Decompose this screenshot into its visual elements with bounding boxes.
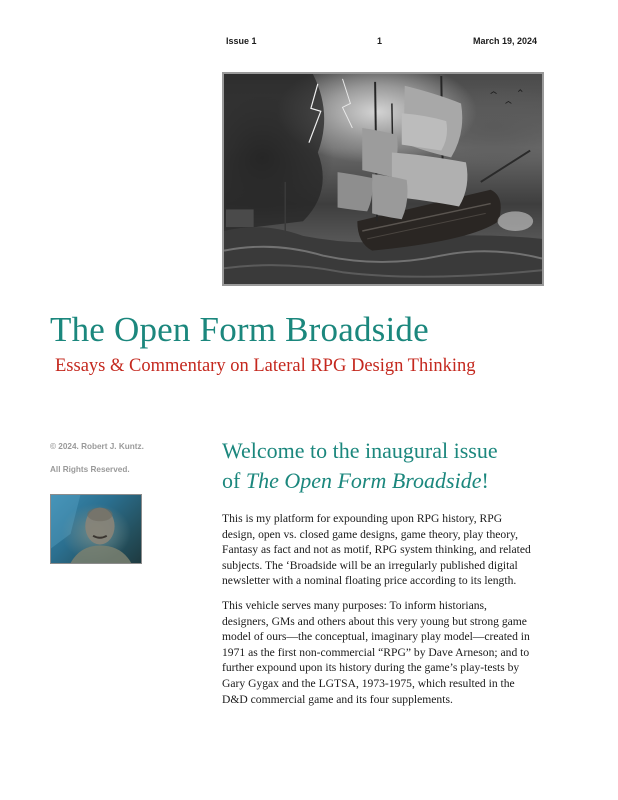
paragraph-line: Gary Gygax and the LGTSA, 1973-1975, which resulted in the <box>222 676 515 690</box>
heading-suffix: ! <box>481 468 489 493</box>
welcome-heading <box>222 436 542 496</box>
paragraph-line: Fantasy as fact and not as motif, RPG system thinking, and related <box>222 543 531 557</box>
article-heading <box>222 436 542 496</box>
paragraph-line: designers, GMs and others about this very young but strong game <box>222 614 527 628</box>
hero-ship-image <box>222 72 544 286</box>
author-portrait <box>50 494 142 564</box>
masthead-subtitle: Essays & Commentary on Lateral RPG Design Thinking <box>55 356 476 376</box>
page-header <box>0 36 618 50</box>
purpose-paragraph <box>222 598 542 707</box>
paragraph-line: further expound upon its history during the game’s play-tests by <box>222 661 520 675</box>
issue-date: March 19, 2024 <box>472 36 537 46</box>
heading-line-1: Welcome to the inaugural issue <box>222 438 498 463</box>
ship-illustration-icon <box>224 74 542 284</box>
heading-line-2 <box>222 466 542 496</box>
paragraph-line: This vehicle serves many purposes: To inform historians, <box>222 599 487 612</box>
heading-prefix: of <box>222 468 246 493</box>
paragraph-line: D&D commercial game and its four supplements. <box>222 692 453 706</box>
person-icon <box>51 495 141 563</box>
paragraph-line: subjects. The ‘Broadside will be an irregularly published digital <box>222 558 518 572</box>
copyright-notice: © 2024. Robert J. Kuntz. <box>50 442 144 451</box>
paragraph-line: 1971 as the first non-commercial “RPG” by Dave Arneson; and to <box>222 645 530 659</box>
page-number: 1 <box>377 36 383 46</box>
paragraph-line: This is my platform for expounding upon RPG history, RPG <box>222 512 503 525</box>
paragraph-line: design, open vs. closed game designs, game theory, play theory, <box>222 527 518 541</box>
issue-label: Issue 1 <box>226 36 257 46</box>
intro-paragraph <box>222 511 542 589</box>
masthead-title: The Open Form Broadside <box>50 310 429 349</box>
rights-notice: All Rights Reserved. <box>50 465 130 474</box>
publication-name: The Open Form Broadside <box>245 468 482 493</box>
paragraph-line: newsletter with a nominal floating price according to its length. <box>222 574 517 588</box>
paragraph-line: model of ours—the conceptual, imaginary play model—created in <box>222 630 530 644</box>
